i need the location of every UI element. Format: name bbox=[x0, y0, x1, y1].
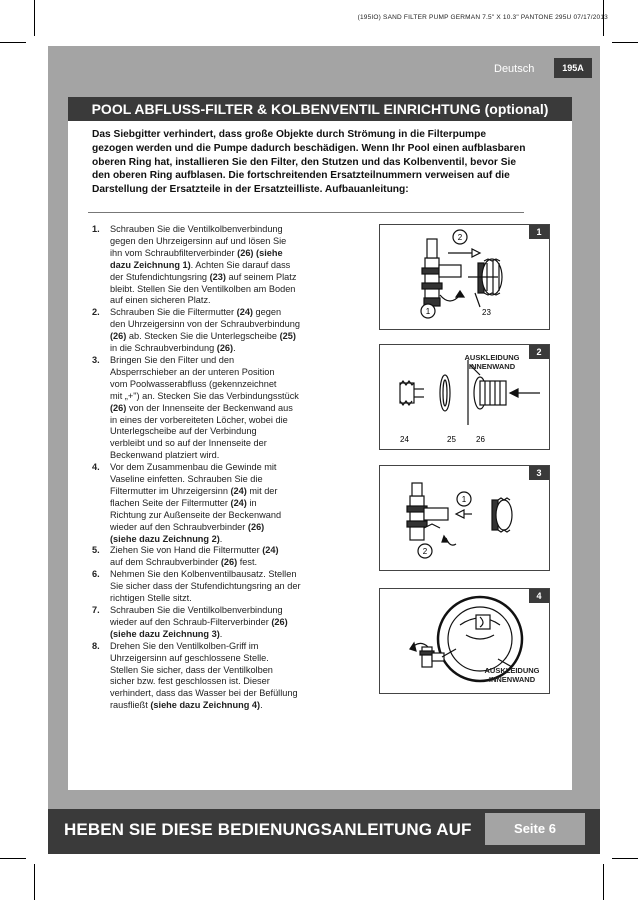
figure-number: 3 bbox=[529, 466, 549, 480]
step-line: in eines der vorbereiteten Löcher, wobei die bbox=[110, 414, 288, 425]
page-title: POOL ABFLUSS-FILTER & KOLBENVENTIL EINRICHTUNG (optional) bbox=[68, 97, 572, 121]
part-23-label: 23 bbox=[482, 308, 491, 317]
step-line: Nehmen Sie den Kolbenventilbausatz. Stellen bbox=[110, 569, 297, 580]
step-line: Uhrzeigersinn auf geschlossene Stelle. bbox=[110, 652, 269, 663]
instruction-step bbox=[92, 224, 344, 307]
part-25-label: 25 bbox=[447, 435, 456, 444]
step-line: Richtung zur Außenseite der Beckenwand bbox=[110, 509, 282, 520]
crop-mark-bottom-left-v bbox=[34, 864, 35, 900]
crop-mark-top-left-h bbox=[0, 42, 26, 43]
figure-1 bbox=[379, 224, 550, 330]
step-line: in die Schraubverbindung (26). bbox=[110, 343, 236, 354]
step-line: sicher bzw. fest geschlossen ist. Dieser bbox=[110, 676, 270, 687]
step-line: Absperrschieber an der unteren Position bbox=[110, 366, 275, 377]
liner-label-line1: AUSKLEIDUNG bbox=[464, 353, 520, 362]
bold-reference: (24) bbox=[236, 307, 253, 318]
step-line: gegen den Uhrzeigersinn auf und lösen Sie bbox=[110, 235, 287, 246]
step-line: Stellen Sie sicher, dass der Ventilkolben bbox=[110, 664, 273, 675]
intro-divider bbox=[88, 212, 524, 213]
instruction-step bbox=[92, 462, 344, 545]
step-line: den Uhrzeigersinn von der Schraubverbindung bbox=[110, 319, 300, 330]
intro-line: gezogen werden und die Pumpe dadurch beschädigen. Wenn Ihr Pool einen aufblasbaren bbox=[92, 142, 526, 154]
bold-reference: (24) bbox=[230, 497, 247, 508]
footer-notice: HEBEN SIE DIESE BEDIENUNGSANLEITUNG AUF bbox=[64, 820, 472, 839]
bold-reference: (26) bbox=[271, 616, 288, 627]
crop-mark-bottom-left-h bbox=[0, 858, 26, 859]
step-line: (26) von der Innenseite der Beckenwand aus bbox=[110, 402, 293, 413]
liner-label-line2: INNENWAND bbox=[468, 362, 516, 371]
step-line: richtigen Stelle sitzt. bbox=[110, 593, 192, 604]
bold-reference: (23) bbox=[209, 271, 226, 282]
step-line: flachen Seite der Filtermutter (24) in bbox=[110, 497, 257, 508]
crop-mark-bottom-right-h bbox=[612, 858, 638, 859]
bold-reference: (26) bbox=[247, 521, 265, 532]
figure-number: 1 bbox=[529, 225, 549, 239]
bold-reference: (26) bbox=[110, 402, 127, 413]
figure-number: 4 bbox=[529, 589, 549, 603]
print-info: (195IO) SAND FILTER PUMP GERMAN 7.5" X 10.3" PANTONE 295U 07/17/2013 bbox=[357, 14, 608, 21]
figure-2 bbox=[379, 344, 550, 450]
valve-reassembly-drawing bbox=[380, 466, 549, 570]
step-line: (26) ab. Stecken Sie die Unterlegscheibe (25) bbox=[110, 331, 296, 342]
step-line: Filtermutter im Uhrzeigersinn (24) mit der bbox=[110, 485, 278, 496]
step-line: Schrauben Sie die Ventilkolbenverbindung bbox=[110, 224, 283, 234]
step-line: der Stufendichtungsring (23) auf seinem Platz bbox=[110, 271, 297, 282]
instruction-step bbox=[92, 605, 344, 641]
intro-line: oberen Ring hat, installieren Sie den Filter, den Stutzen und das Kolbenventil, bevor Sie bbox=[92, 156, 516, 168]
step-number: 2. bbox=[92, 307, 100, 318]
instruction-steps bbox=[92, 224, 344, 712]
instruction-step bbox=[92, 569, 344, 605]
step-line: auf einen sicheren Platz. bbox=[110, 295, 211, 306]
instruction-step bbox=[92, 355, 344, 462]
step-line: verhindert, dass das Wasser bei der Befüllung bbox=[110, 688, 298, 699]
figure-4 bbox=[379, 588, 550, 694]
language-label: Deutsch bbox=[494, 63, 535, 75]
intro-paragraph bbox=[92, 128, 554, 197]
step-line: vom Poolwasserabfluss (gekennzeichnet bbox=[110, 378, 277, 389]
liner-label bbox=[452, 353, 532, 371]
step-number: 8. bbox=[92, 640, 100, 651]
bold-reference: (siehe dazu Zeichnung 4) bbox=[150, 700, 261, 711]
step-number: 6. bbox=[92, 569, 100, 580]
liner-label-line2: INNENWAND bbox=[488, 675, 536, 684]
bold-reference: dazu Zeichnung 1) bbox=[110, 259, 191, 270]
bold-reference: (24) bbox=[230, 485, 247, 496]
bold-reference: (26) (siehe bbox=[237, 247, 283, 258]
bold-reference: (26) bbox=[110, 331, 127, 342]
crop-mark-bottom-right-v bbox=[603, 864, 604, 900]
intro-line: Darstellung der Ersatzteile in der Ersatzteilliste. Aufbauanleitung: bbox=[92, 184, 409, 196]
step-line: Sie sicher dass der Stufendichtungsring an der bbox=[110, 581, 301, 592]
step-number: 7. bbox=[92, 605, 100, 615]
callout-2: 2 bbox=[457, 233, 463, 242]
instruction-step bbox=[92, 545, 344, 569]
step-line: auf dem Schraubverbinder (26) fest. bbox=[110, 557, 258, 568]
liner-label-line1: AUSKLEIDUNG bbox=[484, 666, 540, 675]
bold-reference: (siehe dazu Zeichnung 2) bbox=[110, 533, 220, 544]
valve-disassembly-drawing bbox=[380, 225, 549, 329]
step-line: Vor dem Zusammenbau die Gewinde mit bbox=[110, 462, 277, 473]
bold-reference: (siehe dazu Zeichnung 3) bbox=[110, 628, 220, 639]
step-line: (siehe dazu Zeichnung 3). bbox=[110, 628, 223, 639]
step-line: rausfließt (siehe dazu Zeichnung 4). bbox=[110, 700, 263, 711]
page-number: Seite 6 bbox=[485, 813, 585, 845]
crop-mark-top-left-v bbox=[34, 0, 35, 36]
model-code-badge: 195A bbox=[554, 58, 592, 78]
part-26-label: 26 bbox=[476, 435, 485, 444]
instruction-step bbox=[92, 307, 344, 355]
callout-1: 1 bbox=[461, 495, 467, 504]
step-line: ihn vom Schraubfilterverbinder (26) (siehe bbox=[110, 247, 283, 258]
crop-mark-top-right-h bbox=[612, 42, 638, 43]
bold-reference: (24) bbox=[262, 545, 279, 556]
step-line: Schrauben Sie die Filtermutter (24) gegen bbox=[110, 307, 282, 318]
step-number: 5. bbox=[92, 545, 100, 556]
step-number: 3. bbox=[92, 354, 100, 365]
step-line: mit „+") an. Stecken Sie das Verbindungsstück bbox=[110, 390, 299, 401]
step-line: wieder auf den Schraubverbinder (26) bbox=[110, 521, 265, 532]
step-line: dazu Zeichnung 1). Achten Sie darauf dass bbox=[110, 259, 291, 270]
figure-3 bbox=[379, 465, 550, 571]
instruction-step bbox=[92, 641, 344, 712]
callout-1: 1 bbox=[425, 307, 431, 316]
step-number: 1. bbox=[92, 224, 100, 234]
bold-reference: (26) bbox=[220, 557, 238, 568]
step-line: Schrauben Sie die Ventilkolbenverbindung bbox=[110, 605, 283, 615]
step-line: Unterlegscheibe auf der Verbindung bbox=[110, 426, 257, 437]
step-line: Bringen Sie den Filter und den bbox=[110, 354, 235, 365]
figure-number: 2 bbox=[529, 345, 549, 359]
callout-2: 2 bbox=[422, 547, 428, 556]
step-line: (siehe dazu Zeichnung 2). bbox=[110, 533, 223, 544]
liner-label bbox=[476, 666, 548, 684]
step-line: wieder auf den Schraub-Filterverbinder (26) bbox=[110, 616, 288, 627]
bold-reference: (25) bbox=[279, 331, 296, 342]
intro-line: Das Siebgitter verhindert, dass große Objekte durch Strömung in die Filterpumpe bbox=[92, 129, 486, 140]
bold-reference: (26) bbox=[216, 343, 234, 354]
part-24-label: 24 bbox=[400, 435, 409, 444]
step-line: Beckenwand platziert wird. bbox=[110, 450, 220, 461]
step-line: Vaseline einfetten. Schrauben Sie die bbox=[110, 474, 263, 485]
step-line: Ziehen Sie von Hand die Filtermutter (24) bbox=[110, 545, 279, 556]
step-line: verbleibt und so auf der Innenseite der bbox=[110, 438, 267, 449]
step-line: bleibt. Stellen Sie den Ventilkolben am Boden bbox=[110, 283, 296, 294]
step-number: 4. bbox=[92, 462, 100, 473]
intro-line: den oberen Ring aufblasen. Die fortschreitenden Ersatzteilnummern verweisen auf die bbox=[92, 170, 510, 182]
step-line: Drehen Sie den Ventilkolben-Griff im bbox=[110, 640, 259, 651]
